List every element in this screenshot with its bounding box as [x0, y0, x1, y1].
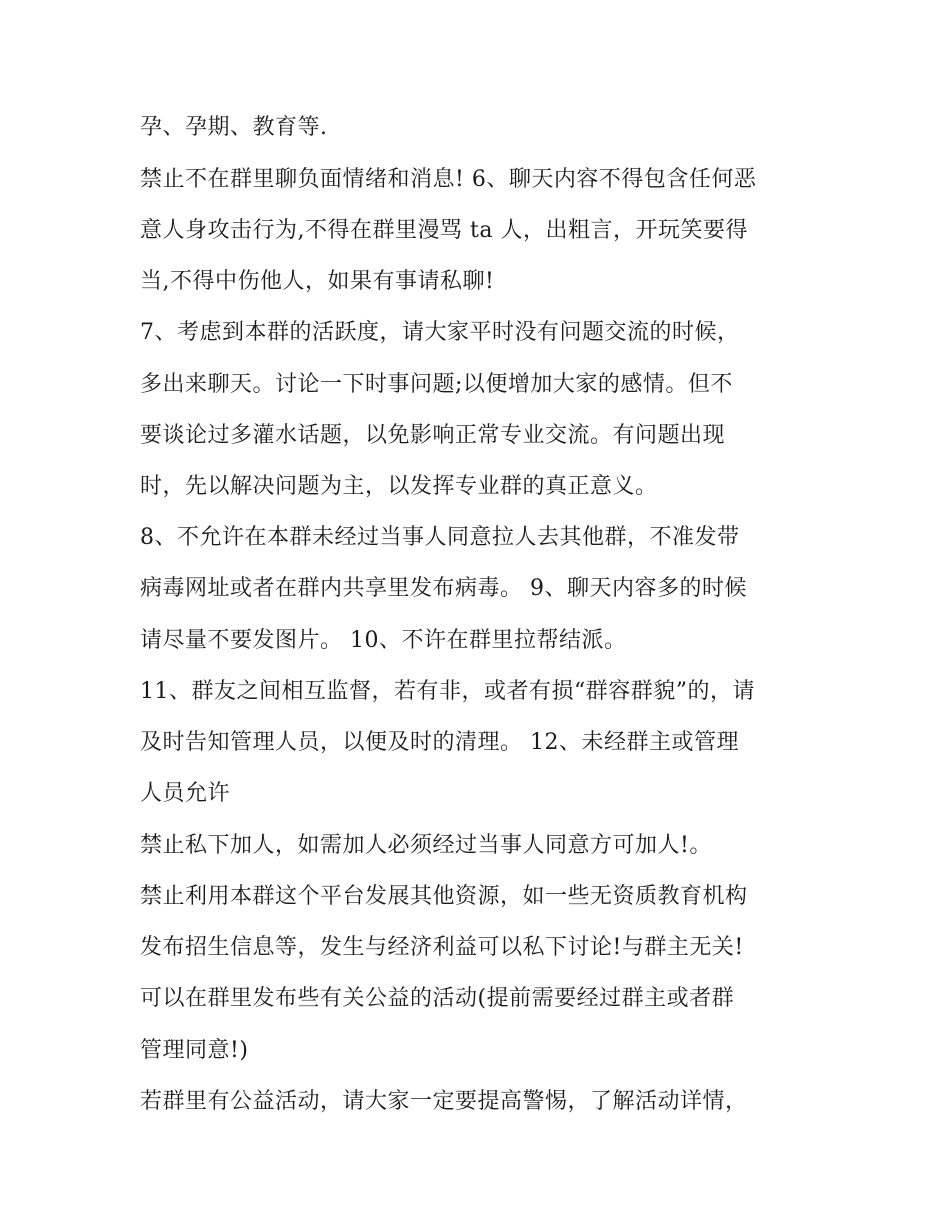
text-line: 禁止私下加人，如需加人必须经过当事人同意方可加人!。 [140, 833, 712, 858]
text-line: 11、群友之间相互监督，若有非，或者有损“群容群貌”的，请 [140, 679, 755, 704]
text-line: 可以在群里发布些有关公益的活动(提前需要经过群主或者群 [140, 986, 735, 1011]
text-line: 人员允许 [140, 781, 231, 806]
text-line: 多出来聊天。讨论一下时事问题;以便增加大家的感情。但不 [140, 372, 733, 397]
text-line: 及时告知管理人员，以便及时的清理。 12、未经群主或管理 [140, 730, 739, 755]
text-line: 禁止不在群里聊负面情绪和消息! 6、聊天内容不得包含任何恶 [140, 167, 757, 192]
text-line: 禁止利用本群这个平台发展其他资源，如一些无资质教育机构 [140, 884, 748, 909]
text-line: 当,不得中伤他人，如果有事请私聊! [140, 269, 495, 294]
text-line: 请尽量不要发图片。 10、不许在群里拉帮结派。 [140, 628, 627, 653]
text-line: 意人身攻击行为,不得在群里漫骂 ta 人，出粗言，开玩笑要得 [140, 218, 748, 243]
text-line: 管理同意!) [140, 1038, 249, 1063]
text-line: 若群里有公益活动，请大家一定要提高警惕，了解活动详情， [140, 1089, 748, 1114]
text-line: 8、不允许在本群未经过当事人同意拉人去其他群，不准发带 [140, 525, 740, 550]
text-line: 要谈论过多灌水话题，以免影响正常专业交流。有问题出现 [140, 423, 726, 448]
text-line: 发布招生信息等，发生与经济利益可以私下讨论!与群主无关! [140, 935, 744, 960]
text-line: 病毒网址或者在群内共享里发布病毒。 9、聊天内容多的时候 [140, 576, 747, 601]
text-line: 7、考虑到本群的活跃度，请大家平时没有问题交流的时候， [140, 320, 740, 345]
text-line: 孕、孕期、教育等. [140, 115, 328, 140]
text-line: 时，先以解决问题为主，以发挥专业群的真正意义。 [140, 474, 658, 499]
